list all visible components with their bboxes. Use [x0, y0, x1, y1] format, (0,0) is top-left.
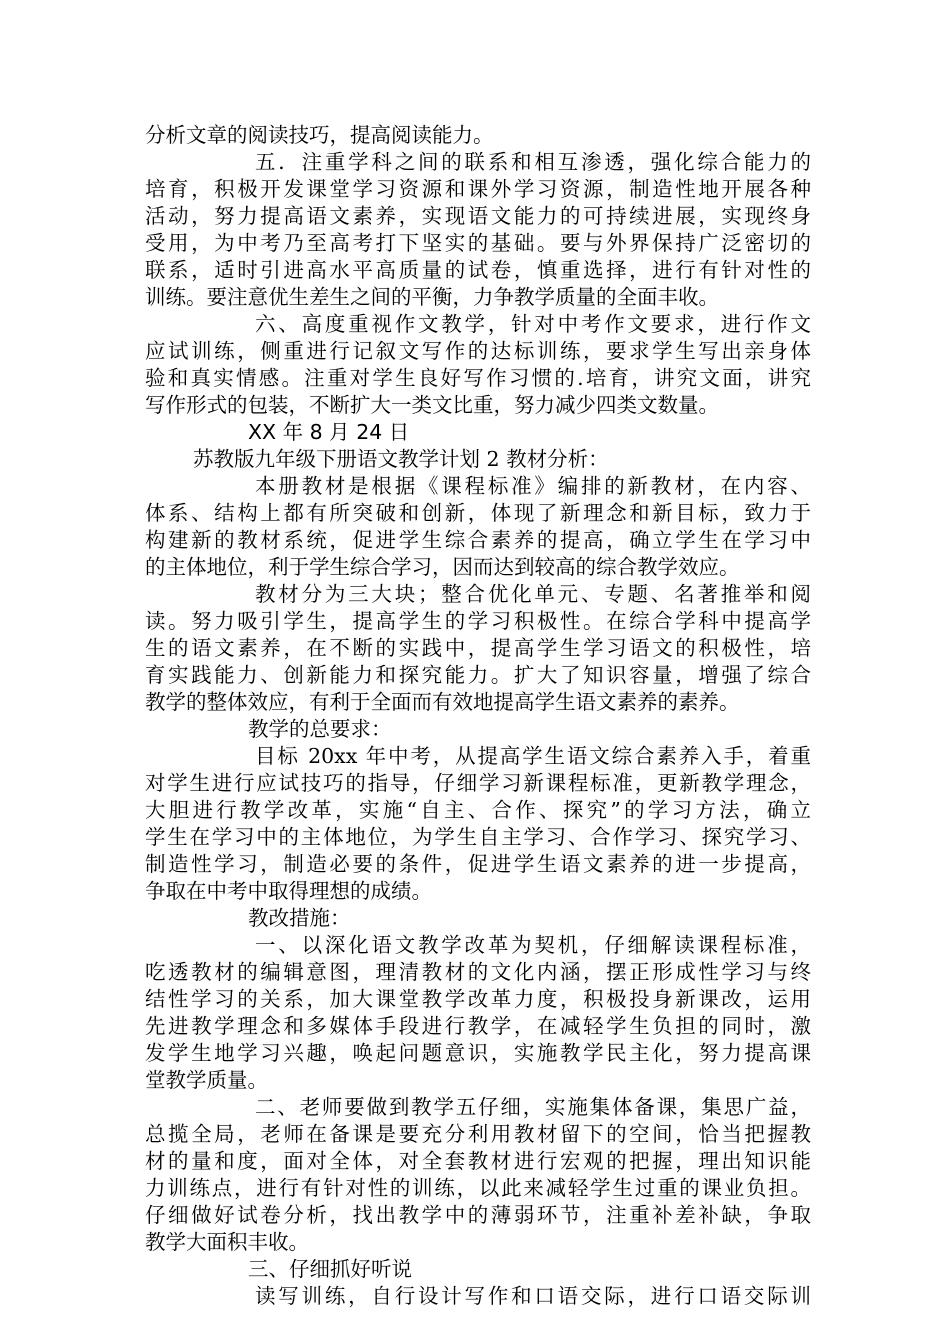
text-line: 发学生地学习兴趣，唤起问题意识，实施教学民主化，努力提高课 — [145, 1041, 811, 1065]
text-line: 读。努力吸引学生，提高学生的学习积极性。在综合学科中提高学 — [145, 609, 811, 633]
text-line: 活动，努力提高语文素养，实现语文能力的可持续进展，实现终身 — [145, 204, 811, 228]
text-line: 构建新的教材系统，促进学生综合素养的提高，确立学生在学习中 — [145, 528, 811, 552]
text-line: 的主体地位，利于学生综合学习，因而达到较高的综合教学效应。 — [145, 555, 740, 579]
section-heading: 苏教版九年级下册语文教学计划 2 教材分析： — [193, 447, 609, 471]
text-line: 验和真实情感。注重对学生良好写作习惯的.培育，讲究文面，讲究 — [145, 366, 811, 390]
text-line: 训练。要注意优生差生之间的平衡，力争教学质量的全面丰收。 — [145, 285, 719, 309]
text-line: 先进教学理念和多媒体手段进行教学，在减轻学生负担的同时，激 — [145, 1014, 811, 1038]
text-line: 受用，为中考乃至高考打下坚实的基础。要与外界保持广泛密切的 — [145, 231, 811, 255]
text-line: 五．注重学科之间的联系和相互渗透，强化综合能力的 — [255, 150, 811, 174]
text-line: 育实践能力、创新能力和探究能力。扩大了知识容量，增强了综合 — [145, 663, 811, 687]
subheading: 教学的总要求： — [248, 717, 392, 741]
text-line: 学生在学习中的主体地位，为学生自主学习、合作学习、探究学习、 — [145, 825, 811, 849]
text-line: 制造性学习，制造必要的条件，促进学生语文素养的进一步提高， — [145, 852, 811, 876]
text-line: 结性学习的关系，加大课堂教学改革力度，积极投身新课改，运用 — [145, 987, 811, 1011]
text-line: 总揽全局，老师在备课是要充分利用教材留下的空间，恰当把握教 — [145, 1122, 811, 1146]
text-line: 写作形式的包装，不断扩大一类文比重，努力减少四类文数量。 — [145, 393, 719, 417]
text-line: 教学大面积丰收。 — [145, 1230, 309, 1254]
text-line: 力训练点，进行有针对性的训练，以此来减轻学生过重的课业负担。 — [145, 1176, 811, 1200]
text-line: 读写训练，自行设计写作和口语交际，进行口语交际训 — [255, 1284, 811, 1308]
text-line: 一、以深化语文教学改革为契机，仔细解读课程标准， — [255, 933, 811, 957]
text-line: 教材分为三大块；整合优化单元、专题、名著推举和阅 — [255, 582, 811, 606]
text-line: 分析文章的阅读技巧，提高阅读能力。 — [145, 123, 494, 147]
text-line: 生的语文素养，在不断的实践中，提高学生学习语文的积极性，培 — [145, 636, 811, 660]
text-line: 二、老师要做到教学五仔细，实施集体备课，集思广益， — [255, 1095, 811, 1119]
text-line: 仔细做好试卷分析，找出教学中的薄弱环节，注重补差补缺，争取 — [145, 1203, 811, 1227]
text-line: 争取在中考中取得理想的成绩。 — [145, 879, 432, 903]
text-line: 堂教学质量。 — [145, 1068, 268, 1092]
text-line: 培育，积极开发课堂学习资源和课外学习资源，制造性地开展各种 — [145, 177, 811, 201]
text-line: 大胆进行教学改革，实施“自主、合作、探究”的学习方法，确立 — [145, 798, 811, 822]
text-line: 六、高度重视作文教学，针对中考作文要求，进行作文 — [255, 312, 811, 336]
subheading: 三、仔细抓好听说 — [248, 1257, 412, 1281]
text-line: 本册教材是根据《课程标准》编排的新教材，在内容、 — [255, 474, 811, 498]
text-line: 体系、结构上都有所突破和创新，体现了新理念和新目标，致力于 — [145, 501, 811, 525]
subheading: 教改措施： — [248, 906, 351, 930]
text-line: 教学的整体效应，有利于全面而有效地提高学生语文素养的素养。 — [145, 690, 740, 714]
text-line: 目标 20xx 年中考，从提高学生语文综合素养入手，着重 — [255, 744, 811, 768]
text-line: 联系，适时引进高水平高质量的试卷，慎重选择，进行有针对性的 — [145, 258, 811, 282]
date-line: XX 年 8 月 24 日 — [248, 420, 410, 444]
text-line: 吃透教材的编辑意图，理清教材的文化内涵，摆正形成性学习与终 — [145, 960, 811, 984]
text-line: 应试训练，侧重进行记叙文写作的达标训练，要求学生写出亲身体 — [145, 339, 811, 363]
text-line: 材的量和度，面对全体，对全套教材进行宏观的把握，理出知识能 — [145, 1149, 811, 1173]
text-line: 对学生进行应试技巧的指导，仔细学习新课程标准，更新教学理念， — [145, 771, 811, 795]
